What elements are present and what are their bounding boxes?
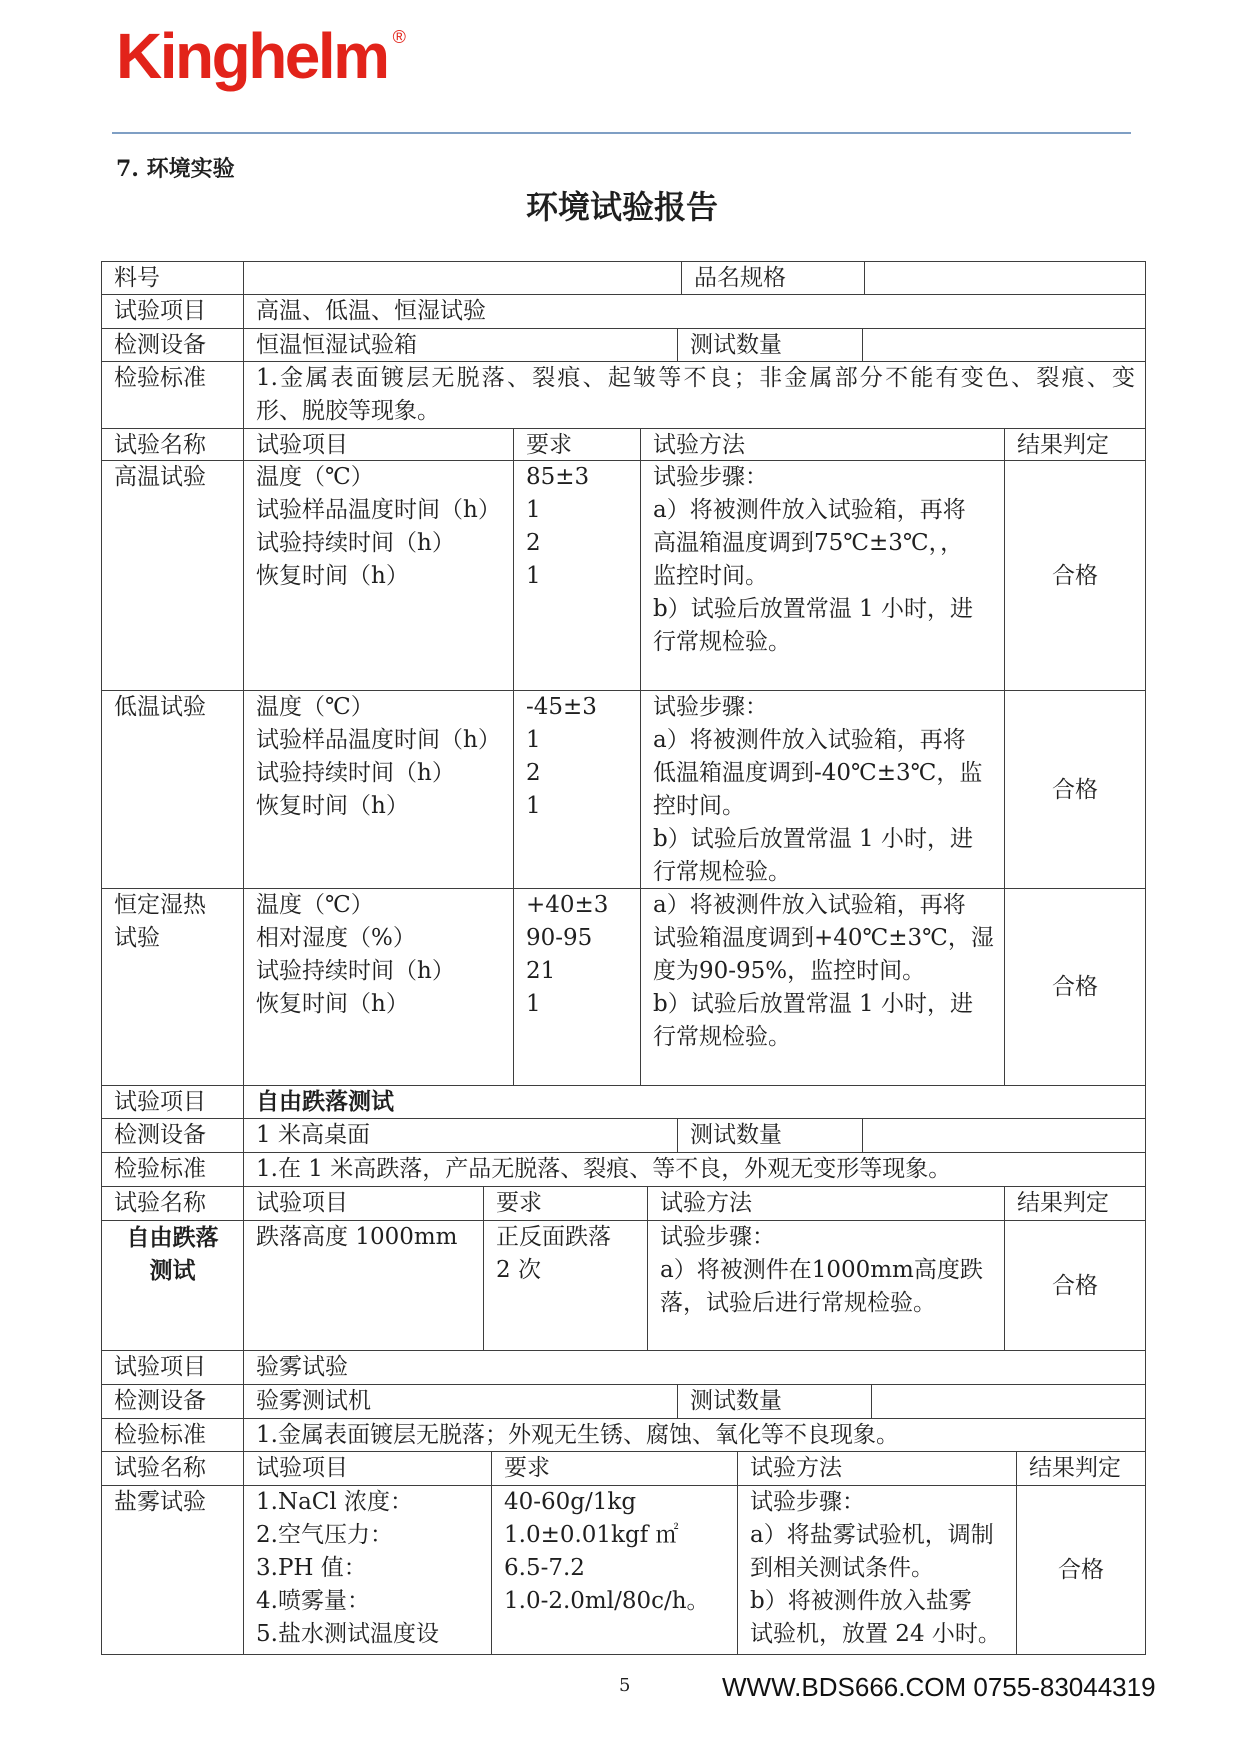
method-line: 试验步骤：: [653, 464, 768, 490]
method-line: 低温箱温度调到-40℃±3℃，监: [653, 760, 983, 786]
requirement-value: 2: [526, 760, 541, 786]
test-result: 合格: [1005, 461, 1146, 690]
equipment-value: 验雾测试机: [244, 1385, 678, 1418]
equipment-label: 检测设备: [102, 1385, 244, 1418]
row-equipment: [102, 1385, 1146, 1419]
method-line: a）将被测件放入试验箱，再将: [653, 727, 966, 753]
test-requirements: [514, 461, 641, 690]
col-header-method: 试验方法: [641, 429, 1005, 460]
requirement-value: 1: [526, 991, 541, 1017]
section-heading: 7. 环境实验: [116, 156, 235, 182]
method-line: 试验步骤：: [660, 1224, 775, 1250]
test-method: [648, 1221, 1005, 1350]
row-column-headers: [102, 429, 1146, 461]
test-method: [738, 1486, 1017, 1654]
test-item-line: 1.NaCl 浓度：: [256, 1489, 414, 1515]
test-item-line: 温度（℃）: [256, 892, 374, 918]
test-name-line: 测试: [149, 1257, 196, 1284]
standard-label: 检验标准: [102, 1153, 244, 1186]
quantity-value: [863, 329, 1146, 361]
row-test-item: [102, 1086, 1146, 1119]
test-method: [641, 461, 1005, 690]
test-result: 合格: [1005, 889, 1146, 1085]
equipment-value: 恒温恒湿试验箱: [244, 329, 678, 361]
method-line: a）将被测件放入试验箱，再将: [653, 892, 966, 918]
method-line: 试验机，放置 24 小时。: [750, 1621, 1001, 1647]
test-item-label: 试验项目: [102, 1351, 244, 1384]
standard-line: 1.金属表面镀层无脱落、裂痕、起皱等不良；非金属部分不能有变色、裂痕、变: [256, 365, 1135, 391]
col-header-item: 试验项目: [244, 429, 514, 460]
test-row-damp-heat: [102, 889, 1146, 1086]
row-standard: [102, 362, 1146, 429]
standard-text: [244, 1153, 1146, 1186]
test-items: [244, 1221, 484, 1350]
row-column-headers: [102, 1452, 1146, 1486]
test-item-line: 恢复时间（h）: [256, 793, 409, 819]
row-column-headers: [102, 1187, 1146, 1221]
requirement-value: 6.5-7.2: [504, 1555, 585, 1581]
standard-text: [244, 362, 1146, 428]
report-title: 环境试验报告: [525, 188, 718, 226]
test-name: [102, 1221, 244, 1350]
test-method: [641, 889, 1005, 1085]
test-name-line: 试验: [114, 925, 160, 951]
test-items: [244, 1486, 492, 1654]
test-method: [641, 691, 1005, 888]
registered-mark-icon: ®: [392, 27, 406, 47]
name-spec-value: [865, 262, 1146, 294]
test-name-line: 低温试验: [114, 694, 206, 720]
test-item-line: 恢复时间（h）: [256, 563, 409, 589]
test-row-free-drop: [102, 1221, 1146, 1351]
test-name: [102, 1486, 244, 1654]
method-line: 高温箱温度调到75℃±3℃，，: [653, 530, 964, 556]
method-line: a）将盐雾试验机，调制: [750, 1522, 994, 1548]
row-part-number: [102, 262, 1146, 295]
test-item-value: 自由跌落测试: [244, 1086, 1146, 1118]
test-requirements: [492, 1486, 738, 1654]
test-item-line: 温度（℃）: [256, 694, 374, 720]
test-item-line: 3.PH 值：: [256, 1555, 367, 1581]
col-header-result: 结果判定: [1017, 1452, 1146, 1485]
method-line: 行常规检验。: [653, 629, 791, 655]
test-item-line: 试验持续时间（h）: [256, 760, 455, 786]
method-line: b）试验后放置常温 1 小时，进: [653, 826, 973, 852]
requirement-value: 1: [526, 563, 541, 589]
equipment-label: 检测设备: [102, 1119, 244, 1152]
method-line: 行常规检验。: [653, 1024, 791, 1050]
requirement-value: 2 次: [496, 1257, 541, 1283]
test-name: [102, 461, 244, 690]
test-item-line: 试验样品温度时间（h）: [256, 727, 501, 753]
test-item-value: 高温、低温、恒湿试验: [244, 295, 1146, 328]
test-item-line: 5.盐水测试温度设: [256, 1621, 439, 1647]
row-standard: [102, 1419, 1146, 1452]
test-item-line: 2.空气压力：: [256, 1522, 393, 1548]
col-header-method: 试验方法: [648, 1187, 1005, 1220]
row-test-item: [102, 1351, 1146, 1385]
test-item-line: 试验样品温度时间（h）: [256, 497, 501, 523]
method-line: 行常规检验。: [653, 859, 791, 885]
test-item-line: 相对湿度（%）: [256, 925, 416, 951]
method-line: b）试验后放置常温 1 小时，进: [653, 991, 973, 1017]
method-line: 度为90-95%，监控时间。: [653, 958, 926, 984]
method-line: b）试验后放置常温 1 小时，进: [653, 596, 973, 622]
requirement-value: 90-95: [526, 925, 593, 951]
quantity-label: 测试数量: [678, 1385, 872, 1418]
method-line: 落，试验后进行常规检验。: [660, 1290, 936, 1316]
requirement-value: 2: [526, 530, 541, 556]
test-row-salt-spray: [102, 1486, 1146, 1655]
quantity-value: [872, 1385, 1146, 1418]
col-header-requirement: 要求: [514, 429, 641, 460]
col-header-result: 结果判定: [1005, 429, 1146, 460]
row-standard: [102, 1153, 1146, 1187]
col-header-name: 试验名称: [102, 429, 244, 460]
col-header-method: 试验方法: [738, 1452, 1017, 1485]
standard-text: [244, 1419, 1146, 1451]
test-item-line: 温度（℃）: [256, 464, 374, 490]
quantity-label: 测试数量: [678, 329, 863, 361]
standard-label: 检验标准: [102, 362, 244, 428]
page-number: 5: [619, 1675, 631, 1696]
requirement-value: 40-60g/1kg: [504, 1489, 637, 1515]
standard-line: 1.金属表面镀层无脱落；外观无生锈、腐蚀、氧化等不良现象。: [256, 1422, 899, 1448]
logo-wordmark: Kinghelm: [116, 20, 388, 92]
method-line: 试验步骤：: [750, 1489, 865, 1515]
method-line: 试验箱温度调到+40℃±3℃，湿: [653, 925, 994, 951]
col-header-item: 试验项目: [244, 1187, 484, 1220]
test-name-line: 盐雾试验: [114, 1489, 206, 1515]
row-equipment: [102, 1119, 1146, 1153]
method-line: 试验步骤：: [653, 694, 768, 720]
col-header-name: 试验名称: [102, 1452, 244, 1485]
col-header-name: 试验名称: [102, 1187, 244, 1220]
requirement-value: 21: [526, 958, 556, 984]
method-line: 到相关测试条件。: [750, 1555, 934, 1581]
kinghelm-logo: [116, 20, 406, 92]
col-header-item: 试验项目: [244, 1452, 492, 1485]
test-item-line: 跌落高度 1000mm: [256, 1224, 458, 1250]
test-items: [244, 691, 514, 888]
test-items: [244, 461, 514, 690]
part-number-label: 料号: [102, 262, 244, 294]
test-row-high-temperature: [102, 461, 1146, 691]
test-result: 合格: [1005, 1221, 1146, 1350]
requirement-value: 1: [526, 793, 541, 819]
method-line: 监控时间。: [653, 563, 768, 589]
row-test-item: [102, 295, 1146, 329]
test-result: 合格: [1017, 1486, 1146, 1654]
test-items: [244, 889, 514, 1085]
col-header-requirement: 要求: [492, 1452, 738, 1485]
standard-line: 形、脱胶等现象。: [256, 398, 440, 424]
test-name-line: 自由跌落: [126, 1224, 219, 1251]
test-name: [102, 889, 244, 1085]
test-requirements: [484, 1221, 648, 1350]
test-result: 合格: [1005, 691, 1146, 888]
requirement-value: 1.0±0.01kgf ㎡: [504, 1522, 679, 1548]
test-item-line: 试验持续时间（h）: [256, 958, 455, 984]
requirement-value: +40±3: [526, 892, 609, 918]
method-line: 控时间。: [653, 793, 745, 819]
requirement-value: 1.0-2.0ml/80c/h。: [504, 1588, 710, 1614]
quantity-value: [863, 1119, 1146, 1152]
name-spec-label: 品名规格: [682, 262, 865, 294]
test-item-line: 恢复时间（h）: [256, 991, 409, 1017]
standard-label: 检验标准: [102, 1419, 244, 1451]
method-line: b）将被测件放入盐雾: [750, 1588, 972, 1614]
requirement-value: 85±3: [526, 464, 590, 490]
test-requirements: [514, 691, 641, 888]
test-row-low-temperature: [102, 691, 1146, 889]
equipment-value: 1 米高桌面: [244, 1119, 678, 1152]
test-name: [102, 691, 244, 888]
quantity-label: 测试数量: [678, 1119, 863, 1152]
header-divider: [112, 132, 1131, 134]
test-name-line: 恒定湿热: [114, 892, 206, 918]
row-equipment: [102, 329, 1146, 362]
method-line: a）将被测件在1000mm高度跌: [660, 1257, 983, 1283]
method-line: a）将被测件放入试验箱，再将: [653, 497, 966, 523]
test-item-value: 验雾试验: [244, 1351, 1146, 1384]
environment-test-report-table: [101, 261, 1146, 1655]
standard-line: 1.在 1 米高跌落，产品无脱落、裂痕、等不良，外观无变形等现象。: [256, 1156, 952, 1182]
requirement-value: 正反面跌落: [496, 1224, 611, 1250]
footer-contact: WWW.BDS666.COM 0755-83044319: [722, 1672, 1156, 1702]
test-item-label: 试验项目: [102, 1086, 244, 1118]
equipment-label: 检测设备: [102, 329, 244, 361]
test-requirements: [514, 889, 641, 1085]
test-item-line: 试验持续时间（h）: [256, 530, 455, 556]
requirement-value: 1: [526, 727, 541, 753]
requirement-value: -45±3: [526, 694, 597, 720]
test-name-line: 高温试验: [114, 464, 206, 490]
col-header-requirement: 要求: [484, 1187, 648, 1220]
part-number-value: [244, 262, 682, 294]
test-item-label: 试验项目: [102, 295, 244, 328]
col-header-result: 结果判定: [1005, 1187, 1146, 1220]
test-item-line: 4.喷雾量：: [256, 1588, 370, 1614]
requirement-value: 1: [526, 497, 541, 523]
